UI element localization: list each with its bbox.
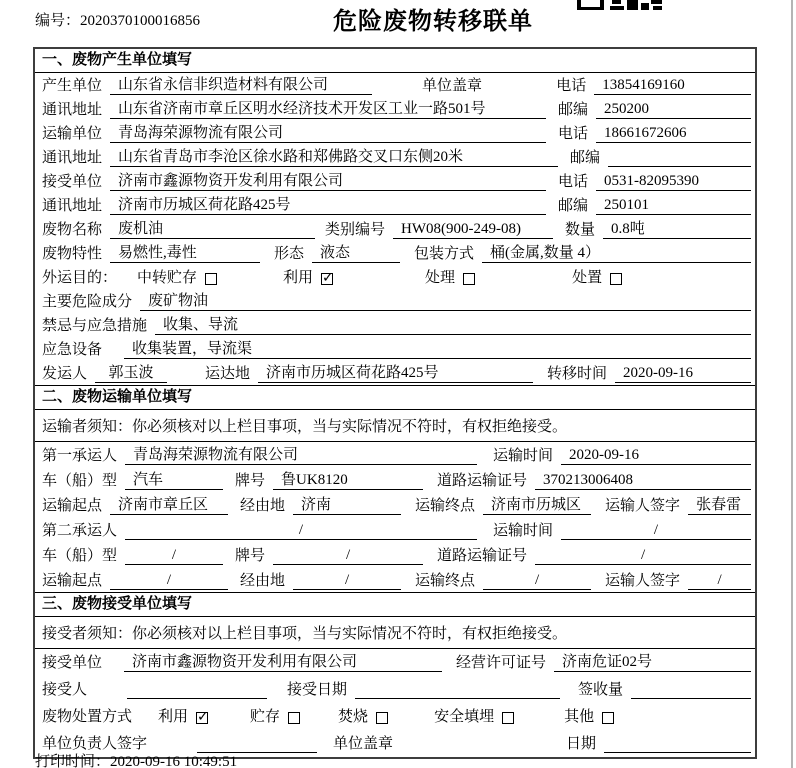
waste-characteristics-label: 废物特性 bbox=[42, 246, 103, 262]
receiver-address-row bbox=[35, 193, 755, 217]
destination-value: 济南市历城区荷花路425号 bbox=[258, 364, 533, 383]
disposal-option-store-label: 贮存 bbox=[250, 709, 281, 725]
page-edge-divider bbox=[791, 0, 793, 768]
waste-name-label: 废物名称 bbox=[42, 222, 103, 238]
permit-number-label: 经营许可证号 bbox=[456, 655, 547, 671]
first-carrier-value: 青岛海荣源物流有限公司 bbox=[125, 446, 477, 465]
origin2-label: 运输起点 bbox=[42, 573, 103, 589]
producer-row bbox=[35, 73, 755, 97]
road-permit2-value: / bbox=[535, 546, 751, 565]
hazard-components-row bbox=[35, 289, 755, 313]
disposal-option-incinerate-label: 焚烧 bbox=[338, 709, 369, 725]
emergency-equipment-value: 收集装置，导流渠 bbox=[124, 340, 751, 359]
transporter-zip-value bbox=[608, 149, 751, 167]
road-permit1-label: 道路运输证号 bbox=[437, 473, 528, 489]
quantity-value: 0.8吨 bbox=[603, 220, 751, 239]
origin1-label: 运输起点 bbox=[42, 498, 103, 514]
transporter-address-row bbox=[35, 145, 755, 169]
waste-name-value: 废机油 bbox=[110, 220, 315, 239]
transporter-phone-value: 18661672606 bbox=[596, 124, 751, 143]
unit-seal-label: 单位盖章 bbox=[422, 78, 483, 94]
physical-form-label: 形态 bbox=[274, 246, 305, 262]
permit-number-value: 济南危证02号 bbox=[554, 653, 751, 672]
emergency-measures-row bbox=[35, 313, 755, 337]
transporter-row bbox=[35, 121, 755, 145]
quantity-label: 数量 bbox=[565, 222, 596, 238]
transporter-zip-label: 邮编 bbox=[569, 150, 600, 166]
endpoint1-label: 运输终点 bbox=[415, 498, 476, 514]
endpoint2-label: 运输终点 bbox=[415, 573, 476, 589]
acceptor-row bbox=[35, 676, 755, 703]
purpose-option-dispose bbox=[572, 269, 622, 287]
transfer-purpose-label: 外运目的： bbox=[42, 270, 118, 286]
transporter-label: 运输单位 bbox=[42, 126, 103, 142]
date-label: 日期 bbox=[566, 736, 597, 752]
disposal-option-landfill bbox=[434, 708, 514, 726]
first-vehicle-row bbox=[35, 467, 755, 492]
waste-characteristics-row bbox=[35, 241, 755, 265]
packaging-label: 包装方式 bbox=[414, 246, 475, 262]
producer-address-value: 山东省济南市章丘区明水经济技术开发区工业一路501号 bbox=[110, 100, 546, 119]
purpose-option-storage bbox=[137, 269, 217, 287]
hazard-components-value: 废矿物油 bbox=[140, 292, 751, 311]
consignor-value: 郭玉波 bbox=[95, 364, 167, 383]
checkbox-icon bbox=[205, 273, 217, 285]
destination-label: 运达地 bbox=[205, 366, 251, 382]
vehicle-type1-value: 汽车 bbox=[125, 471, 223, 490]
receiver-address-value: 济南市历城区荷花路425号 bbox=[110, 196, 546, 215]
physical-form-value: 液态 bbox=[312, 244, 400, 263]
section-transporter bbox=[35, 385, 755, 592]
checkbox-icon bbox=[196, 712, 208, 724]
print-time-value: 2020-09-16 10:49:51 bbox=[110, 754, 238, 768]
purpose-option-treat-label: 处理 bbox=[425, 270, 456, 286]
receiver-zip-value: 250101 bbox=[596, 196, 751, 215]
checkbox-icon bbox=[321, 273, 333, 285]
second-vehicle-row bbox=[35, 542, 755, 567]
packaging-value: 桶(金属,数量 4） bbox=[482, 244, 751, 263]
page-title: 危险废物转移联单 bbox=[333, 9, 533, 35]
manifest-form bbox=[33, 47, 757, 759]
emergency-equipment-label: 应急设备 bbox=[42, 342, 103, 358]
section-transporter-title: 二、废物运输单位填写 bbox=[35, 386, 755, 410]
disposal-option-incinerate bbox=[338, 708, 388, 726]
first-carrier-row bbox=[35, 442, 755, 467]
purpose-option-treat bbox=[425, 269, 475, 287]
transport-time1-label: 运输时间 bbox=[493, 448, 554, 464]
checkbox-icon bbox=[602, 712, 614, 724]
unit-seal3-label: 单位盖章 bbox=[333, 736, 394, 752]
transporter-address-value: 山东省青岛市李沧区徐水路和郑佛路交叉口东侧20米 bbox=[110, 148, 558, 167]
serial-number-line bbox=[35, 9, 200, 30]
via1-value: 济南 bbox=[293, 496, 401, 515]
serial-number-value: 2020370100016856 bbox=[80, 13, 201, 29]
producer-phone-label: 电话 bbox=[556, 78, 587, 94]
qr-code-fragment-icon bbox=[577, 0, 663, 11]
disposal-option-landfill-label: 安全填埋 bbox=[434, 709, 495, 725]
date-value bbox=[604, 735, 751, 753]
waste-characteristics-value: 易燃性,毒性 bbox=[110, 244, 260, 263]
consignor-label: 发运人 bbox=[42, 366, 88, 382]
accept-date-value bbox=[355, 681, 560, 699]
print-time-line bbox=[35, 750, 237, 768]
disposal-method-label: 废物处置方式 bbox=[42, 709, 133, 725]
second-route-row bbox=[35, 567, 755, 592]
transporter-notice: 运输者须知：你必须核对以上栏目事项，当与实际情况不符时，有权拒绝接受。 bbox=[35, 410, 755, 442]
accept-unit-label: 接受单位 bbox=[42, 655, 103, 671]
disposal-option-utilize bbox=[158, 708, 208, 726]
acceptor-value bbox=[127, 681, 267, 699]
carrier-signature1-value: 张春雷 bbox=[688, 496, 751, 515]
producer-phone-value: 13854169160 bbox=[594, 76, 751, 95]
producer-address-row bbox=[35, 97, 755, 121]
disposal-option-store bbox=[250, 708, 300, 726]
accept-unit-row bbox=[35, 649, 755, 676]
checkbox-icon bbox=[463, 273, 475, 285]
second-carrier-value: / bbox=[125, 521, 477, 540]
section-producer-title: 一、废物产生单位填写 bbox=[35, 49, 755, 73]
second-carrier-row bbox=[35, 517, 755, 542]
waste-name-row bbox=[35, 217, 755, 241]
endpoint2-value: / bbox=[483, 571, 591, 590]
print-time-label: 打印时间： bbox=[35, 754, 111, 768]
transport-time2-value: / bbox=[561, 521, 751, 540]
accept-date-label: 接受日期 bbox=[287, 682, 348, 698]
transporter-address-label: 通讯地址 bbox=[42, 150, 103, 166]
producer-value: 山东省永信非织造材料有限公司 bbox=[110, 76, 372, 95]
accept-unit-value: 济南市鑫源物资开发利用有限公司 bbox=[124, 653, 442, 672]
responsible-sign-label: 单位负责人签字 bbox=[42, 736, 148, 752]
serial-number-label: 编号： bbox=[35, 13, 81, 29]
checkbox-icon bbox=[288, 712, 300, 724]
receiver-address-label: 通讯地址 bbox=[42, 198, 103, 214]
transport-time2-label: 运输时间 bbox=[493, 523, 554, 539]
via2-value: / bbox=[293, 571, 401, 590]
vehicle-type1-label: 车（船）型 bbox=[42, 473, 118, 489]
purpose-option-utilize bbox=[283, 269, 333, 287]
receipt-quantity-value bbox=[631, 681, 751, 699]
transporter-value: 青岛海荣源物流有限公司 bbox=[110, 124, 546, 143]
via2-label: 经由地 bbox=[240, 573, 286, 589]
consignor-row bbox=[35, 361, 755, 385]
producer-zip-label: 邮编 bbox=[557, 102, 588, 118]
carrier-signature2-label: 运输人签字 bbox=[605, 573, 681, 589]
receiver-phone-label: 电话 bbox=[557, 174, 588, 190]
disposal-method-row bbox=[35, 703, 755, 730]
emergency-equipment-row bbox=[35, 337, 755, 361]
first-carrier-label: 第一承运人 bbox=[42, 448, 118, 464]
receiver-zip-label: 邮编 bbox=[557, 198, 588, 214]
transfer-purpose-row bbox=[35, 265, 755, 289]
hazard-components-label: 主要危险成分 bbox=[42, 294, 133, 310]
section-receiver-title: 三、废物接受单位填写 bbox=[35, 593, 755, 617]
transfer-time-value: 2020-09-16 bbox=[615, 364, 751, 383]
section-producer bbox=[35, 49, 755, 385]
carrier-signature2-value: / bbox=[688, 571, 751, 590]
receiver-notice: 接受者须知：你必须核对以上栏目事项，当与实际情况不符时，有权拒绝接受。 bbox=[35, 617, 755, 649]
checkbox-icon bbox=[610, 273, 622, 285]
road-permit1-value: 370213006408 bbox=[535, 471, 751, 490]
road-permit2-label: 道路运输证号 bbox=[437, 548, 528, 564]
category-code-value: HW08(900-249-08) bbox=[393, 220, 553, 239]
category-code-label: 类别编号 bbox=[325, 222, 386, 238]
checkbox-icon bbox=[502, 712, 514, 724]
purpose-option-storage-label: 中转贮存 bbox=[137, 270, 198, 286]
disposal-option-other bbox=[564, 708, 614, 726]
section-receiver bbox=[35, 592, 755, 757]
vehicle-type2-value: / bbox=[125, 546, 223, 565]
vehicle-type2-label: 车（船）型 bbox=[42, 548, 118, 564]
first-route-row bbox=[35, 492, 755, 517]
origin1-value: 济南市章丘区 bbox=[110, 496, 228, 515]
disposal-option-utilize-label: 利用 bbox=[158, 709, 189, 725]
via1-label: 经由地 bbox=[240, 498, 286, 514]
purpose-option-dispose-label: 处置 bbox=[572, 270, 603, 286]
purpose-option-utilize-label: 利用 bbox=[283, 270, 314, 286]
second-carrier-label: 第二承运人 bbox=[42, 523, 118, 539]
disposal-option-other-label: 其他 bbox=[564, 709, 595, 725]
plate-number1-value: 鲁UK8120 bbox=[273, 471, 423, 490]
plate-number1-label: 牌号 bbox=[235, 473, 266, 489]
transporter-phone-label: 电话 bbox=[557, 126, 588, 142]
plate-number2-value: / bbox=[273, 546, 423, 565]
transfer-time-label: 转移时间 bbox=[547, 366, 608, 382]
origin2-value: / bbox=[110, 571, 228, 590]
producer-label: 产生单位 bbox=[42, 78, 103, 94]
checkbox-icon bbox=[376, 712, 388, 724]
endpoint1-value: 济南市历城区 bbox=[483, 496, 591, 515]
producer-zip-value: 250200 bbox=[596, 100, 751, 119]
emergency-measures-label: 禁忌与应急措施 bbox=[42, 318, 148, 334]
producer-address-label: 通讯地址 bbox=[42, 102, 103, 118]
transport-time1-value: 2020-09-16 bbox=[561, 446, 751, 465]
receipt-quantity-label: 签收量 bbox=[578, 682, 624, 698]
carrier-signature1-label: 运输人签字 bbox=[605, 498, 681, 514]
emergency-measures-value: 收集、导流 bbox=[155, 316, 751, 335]
receiver-label: 接受单位 bbox=[42, 174, 103, 190]
receiver-phone-value: 0531-82095390 bbox=[596, 172, 751, 191]
plate-number2-label: 牌号 bbox=[235, 548, 266, 564]
receiver-row bbox=[35, 169, 755, 193]
acceptor-label: 接受人 bbox=[42, 682, 88, 698]
receiver-value: 济南市鑫源物资开发利用有限公司 bbox=[110, 172, 546, 191]
